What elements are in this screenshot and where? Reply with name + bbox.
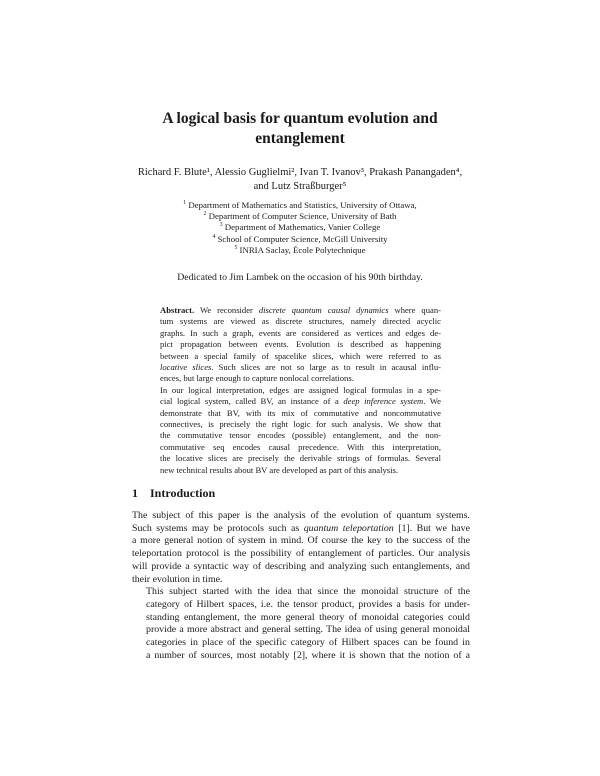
- affiliations: [150, 200, 450, 256]
- authors-line-1: Richard F. Blute¹, Alessio Guglielmi², Ivan T. Ivanov³, Prakash Panangaden⁴,: [137, 167, 463, 178]
- abstract-paragraph-2: In our logical interpretation, edges are assigned logical formulas in a spe- cial logical system, called BV, an instance of a deep inference system. We demonstrate that BV, with its mix of commutative and noncommutative connectives, is precisely the right logic for such analysis. We show that the commutative tensor encodes (possible) entanglement, and the non- commutative seq encodes causal precedence. With this interpretation, the locative slices are precisely the derivable strings of formulas. Several new technical results about BV are developed as part of this analysis.: [160, 384, 441, 475]
- affiliation: $^5$ INRIA Saclay, École Polytechnique: [234, 244, 366, 255]
- abstract-paragraph-1: Abstract. We reconsider discrete quantum causal dynamics where quan- tum systems are viewed as discrete structures, namely directed acyclic graphs. In such a graph, events are considered as vertices and edges de- pict propagation between events. Evolution is described as happening between a special family of spacelike slices, which were referred to as locative slices. Such slices are not so large as to result in acausal influ- ences, but large enough to capture nonlocal correlations.: [160, 305, 441, 384]
- title-line-1: A logical basis for quantum evolution and: [162, 110, 438, 127]
- body-paragraph-2: This subject started with the idea that since the monoidal structure of the category of Hilbert spaces, i.e. the tensor product, provides a basis for under- standing entanglement, the more general theory of monoidal categories could provide a more abstract and general setting. The idea of using general monoidal categories in place of the specific category of Hilbert spaces can be found in a number of sources, most notably [2], where it is shown that the notion of a: [146, 586, 470, 661]
- body-paragraph-1: The subject of this paper is the analysis of the evolution of quantum systems. Such systems may be protocols such as quantum teleportation [1]. But we have a more general notion of system in mind. Of course the key to the success of the teleportation protocol is the possibility of entanglement of particles. Our analysis will provide a syntactic way of describing and analyzing such entanglements, and their evolution in time.: [132, 510, 470, 585]
- section-heading: [132, 486, 215, 501]
- dedication: Dedicated to Jim Lambek on the occasion of his 90th birthday.: [177, 272, 423, 283]
- section-number: 1: [132, 486, 138, 500]
- author-list: [100, 166, 500, 193]
- abstract-label: Abstract.: [160, 305, 195, 315]
- affiliation: $^4$ School of Computer Science, McGill University: [212, 233, 388, 244]
- paper-title: [120, 109, 480, 149]
- authors-line-2: and Lutz Straßburger⁵: [253, 180, 347, 192]
- section-title: Introduction: [150, 486, 216, 500]
- body-text: [132, 510, 470, 662]
- affiliation: $^1$ Department of Mathematics and Statistics, University of Ottawa,: [183, 200, 417, 210]
- title-line-2: entanglement: [255, 130, 345, 147]
- abstract: [160, 305, 441, 476]
- affiliation: $^3$ Department of Mathematics, Vanier College: [219, 222, 381, 233]
- affiliation: $^2$ Department of Computer Science, University of Bath: [203, 211, 397, 222]
